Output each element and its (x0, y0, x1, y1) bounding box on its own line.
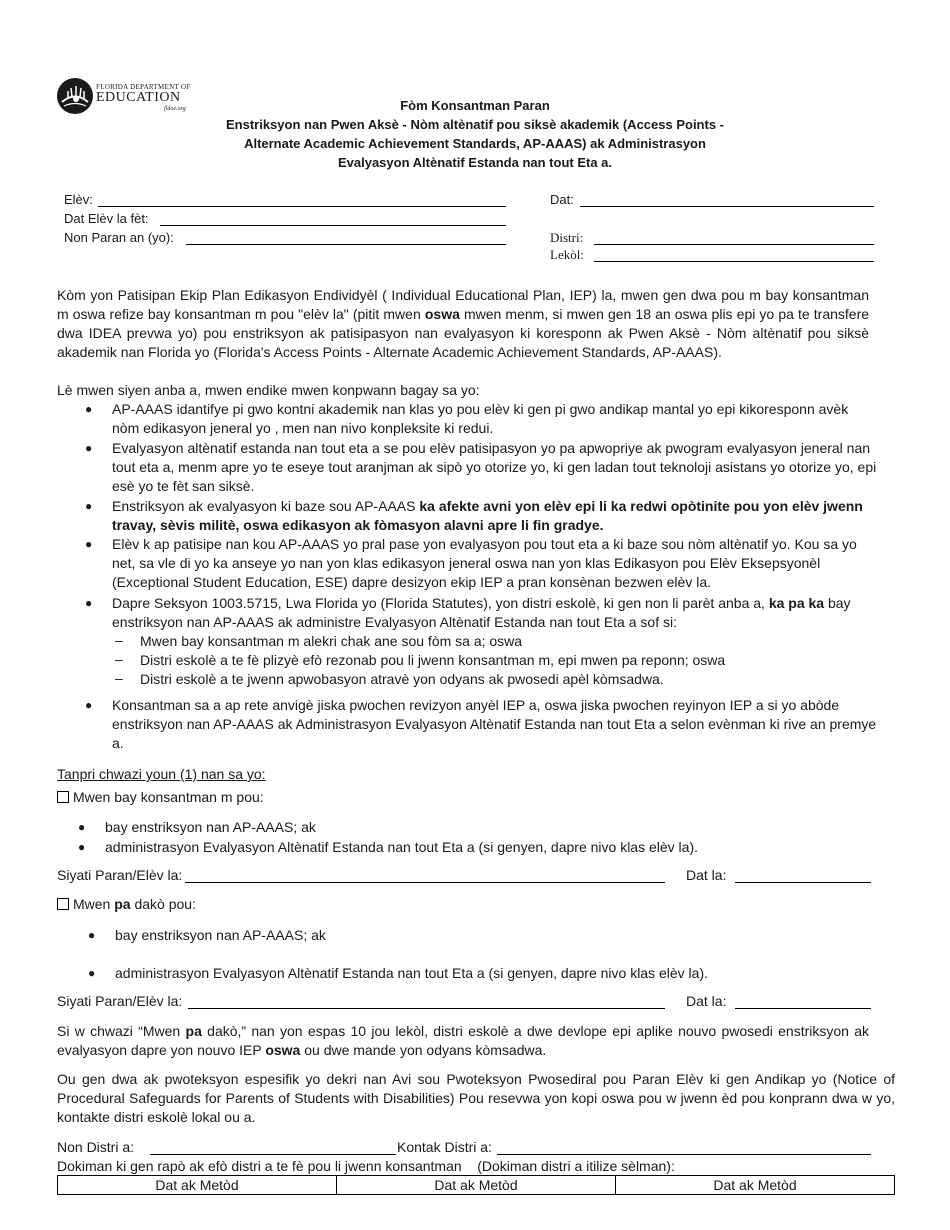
signature-label-1: Siyati Paran/Elèv la: (57, 867, 183, 883)
district-contact-field[interactable] (497, 1154, 871, 1155)
docs-text: Dokiman ki gen rapò ak efò distri a te fè pou li jwenn konsantman (Dokiman distri a itilize sèlman): (57, 1158, 675, 1174)
bullet-dot: ● (88, 966, 96, 980)
table-header: Dat ak Metòd (337, 1176, 616, 1195)
birth-field[interactable] (160, 225, 506, 226)
consent-no-option[interactable]: Mwen pa dakò pou: (57, 896, 196, 912)
sub-item-3: Distri eskolè a te jwenn apwobasyon atravè yon odyans ak pwosedi apèl kòmsadwa. (140, 671, 664, 687)
bullet-2: Evalyasyon altènatif estanda nan tout eta a se pou elèv patisipasyon yo pa apwopriye ak pwogram evalyasyon jeneral nan tout eta a, menm apre yo te eseye tout aranjman ak sipò yo otorize yo, ki gen ladan tout teknoloji asistans yo otorize yo, epi esè yo te fèt san siksè. (112, 440, 877, 494)
sub-item-2: Distri eskolè a te fè plizyè efò rezonab pou li jwenn konsantman m, epi mwen pa reponn; oswa (140, 652, 726, 668)
table-header: Dat ak Metòd (616, 1176, 895, 1195)
form-title: Fòm Konsantman Paran Enstriksyon nan Pwen Aksè - Nòm altènatif pou siksè akademik (Access Points - Alternate Academic Achievement Standards, AP-AAAS) ak Administrasyon Evalyasyon Altènatif Estanda nan tout Eta a. (225, 98, 724, 170)
date-label: Dat: (550, 192, 574, 207)
bullet-dot: ● (78, 820, 86, 834)
understand-text: Lè mwen siyen anba a, mwen endike mwen konpwann bagay sa yo: (57, 382, 480, 398)
bullet-dot: ● (85, 402, 93, 416)
bullet-6: Konsantman sa a ap rete anvigè jiska pwochen revizyon anyèl IEP a, oswa jiska pwochen reyinyon IEP a si yo abòde enstriksyon nan AP-AAAS ak Administrasyon Evalyasyon Altènatif Estanda nan tout Eta a selon evènman ki rive an premye a. (112, 697, 877, 751)
logo-line2: EDUCATION (96, 90, 181, 105)
district-label: Distri: (550, 230, 584, 245)
bullet-dot: ● (85, 596, 93, 610)
date-label-2: Dat la: (686, 993, 727, 1009)
consent-yes-item-1: bay enstriksyon nan AP-AAAS; ak (105, 819, 316, 835)
district-name-label: Non Distri a: (57, 1139, 135, 1155)
parent-field[interactable] (186, 244, 506, 245)
date-field-2[interactable] (735, 1008, 871, 1009)
student-field[interactable] (98, 206, 506, 207)
parent-label: Non Paran an (yo): (64, 230, 174, 245)
bullet-5: Dapre Seksyon 1003.5715, Lwa Florida yo (Florida Statutes), yon distri eskolè, ki gen non li parèt anba a, ka pa ka bay enstriksyon nan AP-AAAS ak administre Evalyasyon Altènatif Estanda nan tout Eta a sof si: (112, 595, 851, 630)
dash-marker: – (115, 632, 123, 648)
bullet-dot: ● (85, 441, 93, 455)
date-field-1[interactable] (735, 882, 871, 883)
sub-item-1: Mwen bay konsantman m alekri chak ane sou fòm sa a; oswa (140, 633, 523, 649)
signature-field-1[interactable] (185, 882, 665, 883)
date-label-1: Dat la: (686, 867, 727, 883)
student-label: Elèv: (64, 192, 93, 207)
birth-label: Dat Elèv la fèt: (64, 211, 149, 226)
consent-no-item-2: administrasyon Evalyasyon Altènatif Estanda nan tout Eta a (si genyen, dapre nivo klas elèv la). (115, 965, 709, 981)
district-field[interactable] (594, 244, 874, 245)
rights-paragraph: Ou gen dwa ak pwoteksyon espesifik yo dekri nan Avi sou Pwoteksyon Pwosediral pou Paran Elèv ki gen Andikap yo (Notice of Procedural Safeguards for Parents of Students with Disabilities) Pou resevwa yon kopi oswa pou w jwenn èd pou konprann dwa w yo, kontakte distri eskolè lokal ou a. (57, 1071, 895, 1125)
documentation-table (57, 1175, 895, 1195)
consent-no-item-1: bay enstriksyon nan AP-AAAS; ak (115, 927, 326, 943)
district-contact-label: Kontak Distri a: (397, 1139, 492, 1155)
table-header: Dat ak Metòd (58, 1176, 337, 1195)
consent-yes-checkbox[interactable] (57, 791, 69, 803)
dash-marker: – (115, 651, 123, 667)
bullet-3: Enstriksyon ak evalyasyon ki baze sou AP-AAAS ka afekte avni yon elèv epi li ka redwi opòtinite pou yon elèv jwenn travay, sèvis militè, oswa edikasyon ak fòmasyon alavni apre li fin gradye. (112, 498, 863, 533)
consent-yes-option[interactable]: Mwen bay konsantman m pou: (57, 789, 264, 805)
consent-no-checkbox[interactable] (57, 898, 69, 910)
dash-marker: – (115, 670, 123, 686)
bullet-dot: ● (85, 499, 93, 513)
bullet-dot: ● (78, 840, 86, 854)
logo-line3: fldoe.org (164, 106, 186, 112)
date-field[interactable] (580, 206, 874, 207)
consent-yes-item-2: administrasyon Evalyasyon Altènatif Estanda nan tout Eta a (si genyen, dapre nivo klas elèv la). (105, 839, 699, 855)
bullet-dot: ● (85, 537, 93, 551)
sun-logo-icon (56, 77, 94, 115)
signature-label-2: Siyati Paran/Elèv la: (57, 993, 183, 1009)
signature-field-2[interactable] (188, 1008, 665, 1009)
bullet-4: Elèv k ap patisipe nan kou AP-AAAS yo pral pase yon evalyasyon pou tout eta a ki baze sou nòm altènatif yo. Kou sa yo net, sa vle di yo ka anseye yo nan yon klas edikasyon jeneral oswa nan yon klas Edikasyon pou Elèv Eksepsyonèl (Exceptional Student Education, ESE) dapre desizyon ekip IEP a pran konsènan bezwen elèv la. (112, 536, 857, 590)
school-field[interactable] (594, 261, 874, 262)
bullet-1: AP-AAAS idantifye pi gwo kontni akademik nan klas yo pou elèv ki gen pi gwo andikap mantal yo epi kikoresponn avèk nòm edikasyon jeneral yo , men nan nivo konpleksite ki redui. (112, 401, 849, 436)
district-name-field[interactable] (150, 1154, 396, 1155)
fldoe-logo (56, 77, 191, 117)
bullet-dot: ● (88, 928, 96, 942)
if-no-paragraph: Si w chwazi “Mwen pa dakò,” nan yon espas 10 jou lekòl, distri eskolè a dwe devlope epi aplike nouvo pwosedi enstriksyon ak evalyasyon dapre yon nouvo IEP oswa ou dwe mande yon odyans kòmsadwa. (57, 1023, 870, 1058)
intro-paragraph: Kòm yon Patisipan Ekip Plan Edikasyon Endividyèl ( Individual Educational Plan, IEP) la, mwen gen dwa pou m bay konsantman m oswa refize bay konsantman m pou "elèv la" (pitit mwen oswa mwen menm, si mwen gen 18 an oswa plis epi yo pa te transfere dwa IDEA prevwa yo) pou enstriksyon ak patisipasyon nan evalyasyon ki koresponn ak Pwen Aksè - Nòm altènatif pou siksè akademik nan Florida yo (Florida's Access Points - Alternate Academic Achievement Standards, AP-AAAS). (57, 287, 870, 360)
logo-line1: FLORIDA DEPARTMENT OF (96, 83, 191, 91)
choose-heading: Tanpri chwazi youn (1) nan sa yo: (57, 766, 266, 782)
school-label: Lekòl: (550, 247, 584, 262)
bullet-dot: ● (85, 698, 93, 712)
